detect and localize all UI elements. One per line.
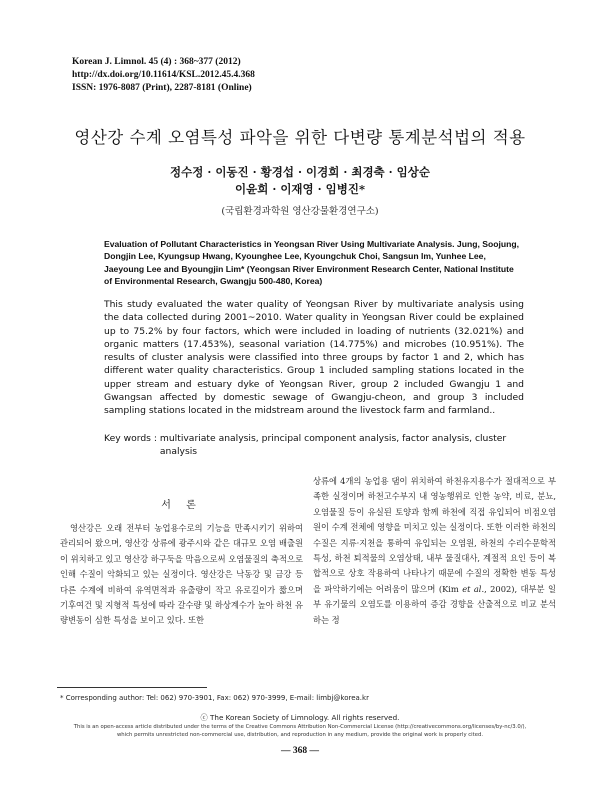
body-text-part-1: 상류에 4개의 농업용 댐이 위치하여 하천유지용수가 절대적으로 부족한 실정이며 하천고수부지 내 영농행위로 인한 농약, 비료, 분뇨, 오염물질 등이 유실된 토양과 함께 하천에 직접 유입되어 비점오염원이 수계 전체에 영향을 미치고 있는 실정이다. 또한 이러한 하천의 수질은 지류·지천을 통하여 유입되는 오염원, 하천의 수리수문학적 특성, 하천 퇴적물의 오염상태, 내부 물질대사, 계절적 요인 등이 복합적으로 상호 작용하여 나타나기 때문에 수질의 정확한 변동 특성을 파악하기에는 어려움이 많으며 (Kim bbox=[313, 476, 556, 594]
license-notice bbox=[0, 724, 600, 739]
page-number: — 368 — bbox=[281, 746, 319, 756]
license-line-2: which permits unrestricted non-commercial use, distribution, and reproduction in any medium, provide the original work is properly cited. bbox=[116, 731, 484, 738]
footnote-divider bbox=[57, 687, 207, 688]
keywords bbox=[104, 432, 524, 459]
author-list bbox=[0, 164, 600, 198]
journal-citation: Korean J. Limnol. 45 (4) : 368~377 (2012) bbox=[72, 57, 241, 67]
body-column-right bbox=[313, 474, 556, 628]
doi-link[interactable]: http://dx.doi.org/10.11614/KSL.2012.45.4.368 bbox=[72, 70, 255, 80]
copyright-notice: ⓒ The Korean Society of Limnology. All rights reserved. bbox=[200, 713, 400, 722]
body-text-italic: et al. bbox=[462, 583, 485, 594]
affiliation: (국립환경과학원 영산강물환경연구소) bbox=[221, 206, 379, 217]
license-line-1: This is an open-access article distributed under the terms of the Creative Commons Attribution Non-Commercial License (http://creativecommons.org/licenses/by-nc/3.0/), bbox=[73, 724, 527, 730]
section-heading-introduction: 서 론 bbox=[161, 500, 202, 511]
body-text-part-2: , 2002), 대부분 일부 유기물의 오염도를 이용하여 증감 경향을 산출적으로 비교 분석하는 정 bbox=[313, 583, 556, 625]
issn-line: ISSN: 1976-8087 (Print), 2287-8181 (Online) bbox=[72, 83, 252, 93]
body-column-left bbox=[60, 521, 303, 629]
author-line-2: 이윤희 · 이재영 · 임병진* bbox=[234, 182, 366, 196]
abstract: This study evaluated the water quality of Yeongsan River by multivariate analysis using the data collected during 2001~2010. Water quality in Yeongsan River could be explained up to 75.2% by four factors, which were included in loading of nutrients (32.021%) and organic matters (17.453%), seasonal variation (14.775%) and microbes (10.951%). The results of cluster analysis were classified into three groups by factor 1 and 2, which has different water quality characteristics. Group 1 included sampling stations located in the upper stream and estuary dyke of Yeongsan River, group 2 included Gwangju 1 and Gwangsan affected by domestic sewage of Gwangju-cheon, and group 3 included sampling stations located in the midstream around the livestock farm and farmland.. bbox=[104, 299, 524, 417]
paper-title: 영산강 수계 오염특성 파악을 위한 다변량 통계분석법의 적용 bbox=[74, 128, 526, 147]
corresponding-author-footnote: * Corresponding author: Tel: 062) 970-3901, Fax: 062) 970-3999, E-mail: limbj@korea.kr bbox=[60, 694, 369, 702]
keywords-text: multivariate analysis, principal component analysis, factor analysis, cluster analysis bbox=[159, 433, 507, 458]
body-paragraph: 영산강은 오래 전부터 농업용수로의 기능을 만족시키기 위하여 관리되어 왔으며, 영산강 상류에 광주시와 같은 대규모 오염 배출원이 위치하고 있고 영산강 하구둑을 막음으로써 오염물질의 축적으로 인해 수질이 악화되고 있는 실정이다. 영산강은 낙동강 및 금강 등 다른 수계에 비하여 유역면적과 유출량이 작고 유로길이가 짧으며 기후여건 및 지형적 특성에 따라 갈수량 및 하상계수가 높아 하천 유량변동이 심한 특성을 보이고 있다. 또한 bbox=[60, 523, 303, 626]
english-citation: Evaluation of Pollutant Characteristics in Yeongsan River Using Multivariate Analysis. Jung, Soojung, Dongjin Lee, Kyungsup Hwang, Kyounghee Lee, Kyoungchuk Choi, Sangsun Im, Yunhee Lee, Jaeyoung Lee and Byoungjin Lim* (Yeongsan River Environment Research Center, National Institute of Environmental Research, Gwangju 500-480, Korea) bbox=[104, 239, 519, 287]
journal-header bbox=[72, 56, 255, 95]
author-line-1: 정수정 · 이동진 · 황경섭 · 이경희 · 최경축 · 임상순 bbox=[169, 165, 430, 179]
keywords-label: Key words : bbox=[104, 433, 160, 444]
